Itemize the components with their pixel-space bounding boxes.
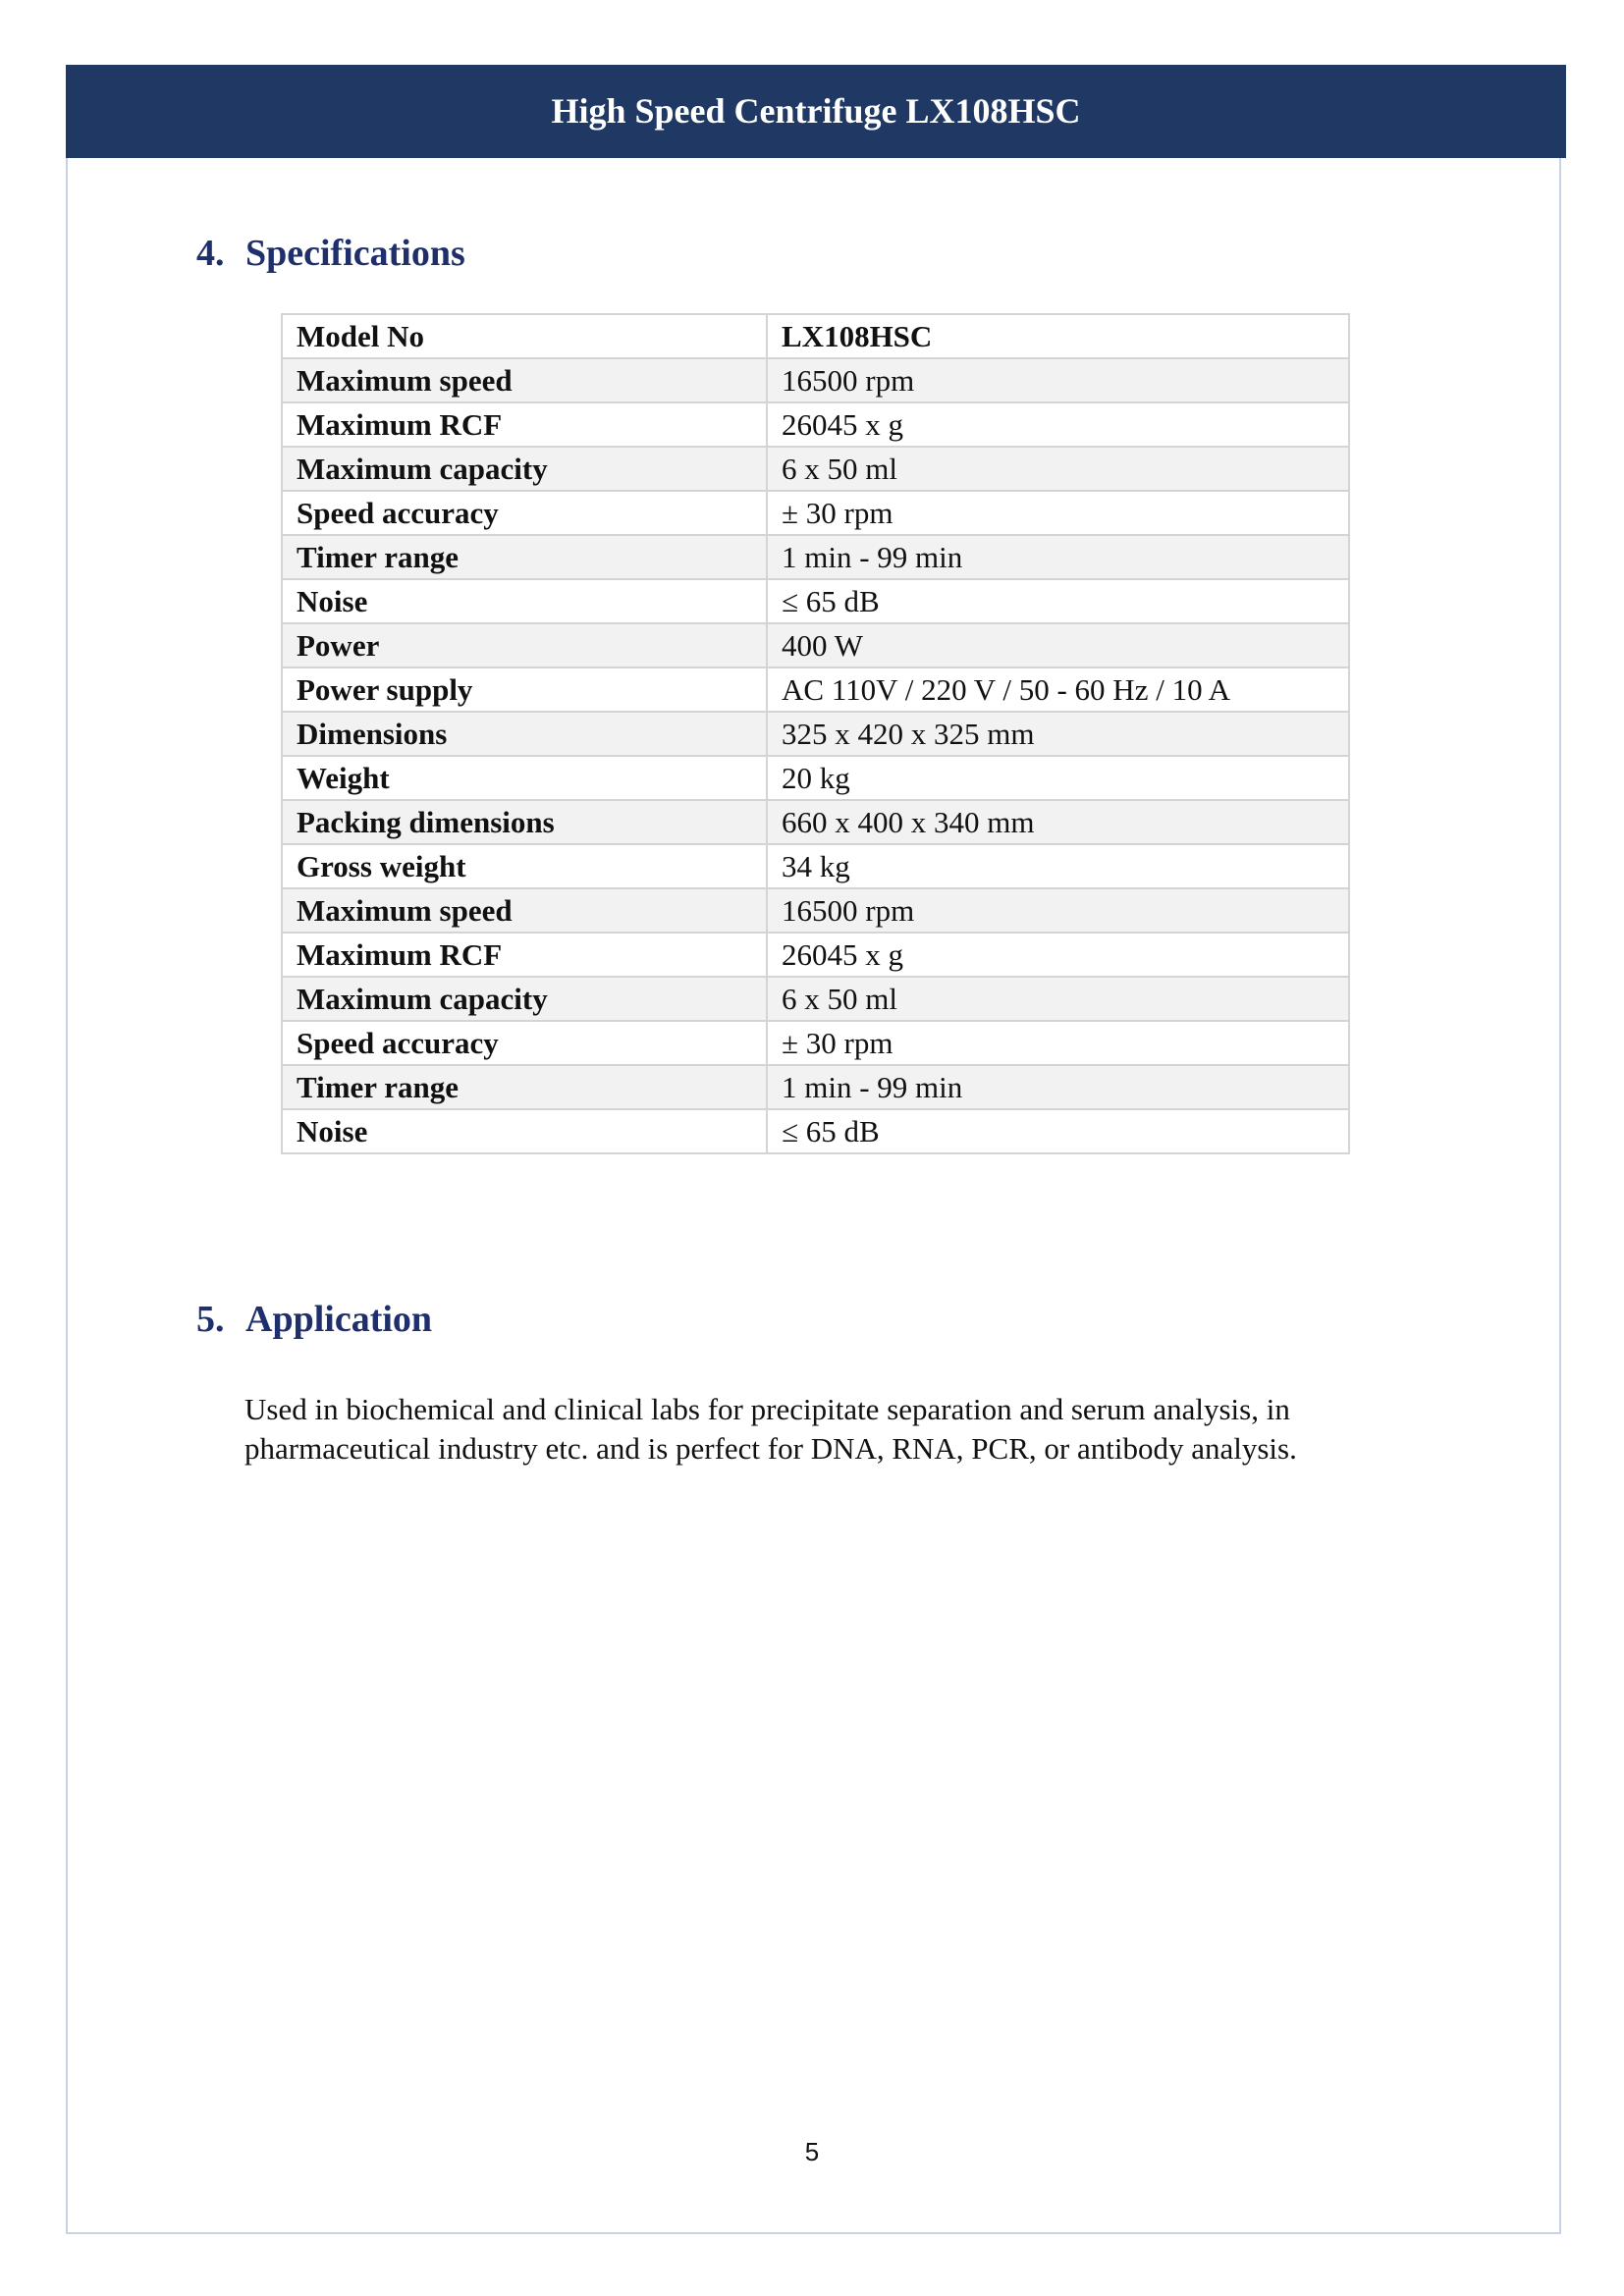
application-heading	[196, 1298, 432, 1341]
table-row	[282, 977, 1349, 1021]
table-row	[282, 1021, 1349, 1065]
spec-value: 6 x 50 ml	[767, 977, 1349, 1021]
table-row	[282, 888, 1349, 933]
table-row	[282, 712, 1349, 756]
specifications-heading	[196, 232, 465, 275]
table-row	[282, 402, 1349, 447]
page-number: 5	[804, 2137, 820, 2166]
table-row	[282, 314, 1349, 358]
specifications-number: 4.	[196, 233, 225, 274]
specifications-title: Specifications	[245, 233, 465, 274]
spec-label: Model No	[282, 314, 767, 358]
spec-value: 26045 x g	[767, 933, 1349, 977]
spec-label: Packing dimensions	[282, 800, 767, 844]
spec-label: Noise	[282, 579, 767, 623]
table-row	[282, 1109, 1349, 1153]
table-row	[282, 358, 1349, 402]
header-title: High Speed Centrifuge LX108HSC	[551, 91, 1081, 131]
spec-value: 400 W	[767, 623, 1349, 667]
spec-label: Weight	[282, 756, 767, 800]
spec-value: 16500 rpm	[767, 888, 1349, 933]
table-row	[282, 933, 1349, 977]
spec-value: ± 30 rpm	[767, 1021, 1349, 1065]
table-row	[282, 844, 1349, 888]
table-row	[282, 623, 1349, 667]
spec-label: Speed accuracy	[282, 1021, 767, 1065]
spec-label: Gross weight	[282, 844, 767, 888]
spec-value: ≤ 65 dB	[767, 1109, 1349, 1153]
spec-label: Maximum RCF	[282, 402, 767, 447]
spec-label: Power supply	[282, 667, 767, 712]
spec-label: Speed accuracy	[282, 491, 767, 535]
spec-value: 6 x 50 ml	[767, 447, 1349, 491]
table-row	[282, 800, 1349, 844]
spec-label: Noise	[282, 1109, 767, 1153]
spec-label: Maximum capacity	[282, 447, 767, 491]
table-row	[282, 535, 1349, 579]
spec-label: Maximum RCF	[282, 933, 767, 977]
application-number: 5.	[196, 1299, 225, 1340]
spec-value: 660 x 400 x 340 mm	[767, 800, 1349, 844]
table-row	[282, 447, 1349, 491]
spec-value: ± 30 rpm	[767, 491, 1349, 535]
table-row	[282, 579, 1349, 623]
spec-label: Timer range	[282, 1065, 767, 1109]
spec-value: 325 x 420 x 325 mm	[767, 712, 1349, 756]
table-row	[282, 491, 1349, 535]
application-text: Used in biochemical and clinical labs for precipitate separation and serum analysis, in pharmaceutical industry etc. and is perfect for DNA, RNA, PCR, or antibody analysis.	[244, 1392, 1297, 1466]
application-title: Application	[245, 1299, 433, 1340]
specifications-table	[281, 313, 1350, 1154]
page-header	[66, 65, 1566, 158]
spec-value: 1 min - 99 min	[767, 1065, 1349, 1109]
table-row	[282, 667, 1349, 712]
spec-label: Timer range	[282, 535, 767, 579]
spec-value: ≤ 65 dB	[767, 579, 1349, 623]
spec-value: 1 min - 99 min	[767, 535, 1349, 579]
table-row	[282, 1065, 1349, 1109]
spec-label: Power	[282, 623, 767, 667]
spec-label: Maximum speed	[282, 888, 767, 933]
spec-label: Maximum speed	[282, 358, 767, 402]
table-row	[282, 756, 1349, 800]
spec-value: LX108HSC	[767, 314, 1349, 358]
spec-value: 16500 rpm	[767, 358, 1349, 402]
spec-label: Maximum capacity	[282, 977, 767, 1021]
spec-value: 34 kg	[767, 844, 1349, 888]
spec-label: Dimensions	[282, 712, 767, 756]
spec-value: 20 kg	[767, 756, 1349, 800]
spec-value: 26045 x g	[767, 402, 1349, 447]
spec-value: AC 110V / 220 V / 50 - 60 Hz / 10 A	[767, 667, 1349, 712]
